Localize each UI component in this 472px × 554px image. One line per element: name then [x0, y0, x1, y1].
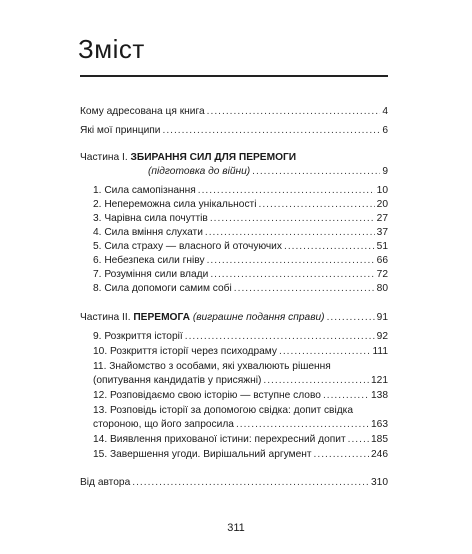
dot-leader — [207, 255, 375, 267]
toc-entry-page: 27 — [376, 213, 388, 224]
toc-entry-page: 310 — [371, 477, 388, 488]
toc-entry-page: 51 — [376, 241, 388, 252]
toc-entry-label: 15. Завершення угоди. Вирішальний аргумент — [93, 449, 312, 460]
toc-entry-page: 4 — [382, 106, 388, 117]
toc-entry-ch7[interactable] — [93, 269, 388, 281]
dot-leader — [263, 375, 369, 387]
toc-entry-ch14[interactable] — [93, 434, 388, 446]
toc-entry-label: 9. Розкриття історії — [93, 331, 183, 342]
toc-entry-page: 92 — [376, 331, 388, 342]
toc-entry-page: 111 — [372, 346, 388, 357]
toc-entry-ch3[interactable] — [93, 213, 388, 225]
part1-heading[interactable] — [80, 152, 296, 164]
dot-leader — [198, 185, 375, 197]
page-number: 311 — [227, 522, 245, 534]
dot-leader — [185, 331, 375, 343]
toc-entry-page: 10 — [376, 185, 388, 196]
toc-entry-ch13[interactable] — [93, 419, 388, 431]
toc-entry-ch12[interactable] — [93, 390, 388, 402]
dot-leader — [314, 449, 369, 461]
dot-leader — [207, 106, 381, 118]
toc-entry-ch9[interactable] — [93, 331, 388, 343]
toc-entry-label: 6. Небезпека сили гніву — [93, 255, 205, 266]
toc-entry-page: 121 — [371, 375, 388, 386]
dot-leader — [258, 199, 374, 211]
dot-leader — [348, 434, 369, 446]
dot-leader — [327, 312, 375, 324]
toc-entry-label: 1. Сила самопізнання — [93, 185, 196, 196]
toc-entry-ch10[interactable] — [93, 346, 388, 358]
toc-entry-page: 72 — [376, 269, 388, 280]
part1-subtitle: (підготовка до війни) — [148, 166, 251, 177]
dot-leader — [210, 213, 375, 225]
part2-title: ПЕРЕМОГА — [133, 312, 190, 323]
dot-leader — [236, 419, 369, 431]
part2-subtitle: (виграшне подання справи) — [192, 312, 325, 323]
toc-entry-front-1[interactable] — [80, 106, 388, 118]
toc-entry-page: 246 — [371, 449, 388, 460]
toc-entry-page: 6 — [382, 125, 388, 136]
toc-entry-label: 8. Сила допомоги самим собі — [93, 283, 232, 294]
toc-entry-ch15[interactable] — [93, 449, 388, 461]
dot-leader — [162, 125, 380, 137]
toc-entry-page: 138 — [371, 390, 388, 401]
toc-entry-ch4[interactable] — [93, 227, 388, 239]
toc-entry-ch11-line1[interactable]: 11. Знайомство з особами, які ухвалюють рішення — [93, 361, 331, 372]
toc-entry-ch5[interactable] — [93, 241, 388, 253]
toc-entry-ch11[interactable] — [93, 375, 388, 387]
toc-entry-label: 4. Сила вміння слухати — [93, 227, 203, 238]
toc-entry-label: 14. Виявлення прихованої істини: перехресний допит — [93, 434, 346, 445]
dot-leader — [279, 346, 371, 358]
part2-heading[interactable] — [80, 312, 388, 324]
toc-entry-page: 91 — [376, 312, 388, 323]
toc-entry-ch6[interactable] — [93, 255, 388, 267]
toc-entry-page: 66 — [376, 255, 388, 266]
dot-leader — [284, 241, 375, 253]
toc-entry-ch2[interactable] — [93, 199, 388, 211]
toc-entry-front-2[interactable] — [80, 125, 388, 137]
dot-leader — [252, 166, 380, 178]
toc-entry-label: 12. Розповідаємо свою історію — вступне слово — [93, 390, 321, 401]
toc-entry-label: Від автора — [80, 477, 131, 488]
toc-entry-label: 3. Чарівна сила почуттів — [93, 213, 208, 224]
part1-prefix: Частина I. — [80, 152, 131, 163]
toc-entry-label: 10. Розкриття історії через психодраму — [93, 346, 278, 357]
toc-entry-label: (опитування кандидатів у присяжні) — [93, 375, 262, 386]
dot-leader — [323, 390, 369, 402]
toc-entry-label: Кому адресована ця книга — [80, 106, 205, 117]
toc-entry-label: 2. Непереможна сила унікальності — [93, 199, 257, 210]
page-title: Зміст — [78, 34, 145, 64]
dot-leader — [234, 283, 375, 295]
dot-leader — [210, 269, 374, 281]
part2-prefix: Частина II. — [80, 312, 134, 323]
toc-entry-page: 20 — [376, 199, 388, 210]
toc-entry-ch1[interactable] — [93, 185, 388, 197]
toc-entry-page: 185 — [371, 434, 388, 445]
toc-entry-label: 5. Сила страху — власного й оточуючих — [93, 241, 282, 252]
dot-leader — [205, 227, 375, 239]
toc-entry-page: 9 — [382, 166, 388, 177]
toc-entry-page: 37 — [376, 227, 388, 238]
toc-entry-page: 80 — [376, 283, 388, 294]
part1-title: ЗБИРАННЯ СИЛ ДЛЯ ПЕРЕМОГИ — [130, 152, 297, 163]
part1-subtitle-line[interactable] — [148, 166, 388, 178]
toc-entry-page: 163 — [371, 419, 388, 430]
dot-leader — [132, 477, 369, 489]
toc-entry-label: Які мої принципи — [80, 125, 161, 136]
toc-entry-ch13-line1[interactable]: 13. Розповідь історії за допомогою свідка: допит свідка — [93, 405, 354, 416]
toc-entry-label: стороною, що його запросила — [93, 419, 234, 430]
toc-entry-label: 7. Розуміння сили влади — [93, 269, 209, 280]
part2-heading-text — [80, 312, 325, 324]
toc-entry-afterword[interactable] — [80, 477, 388, 489]
toc-entry-ch8[interactable] — [93, 283, 388, 295]
title-rule — [80, 75, 388, 77]
